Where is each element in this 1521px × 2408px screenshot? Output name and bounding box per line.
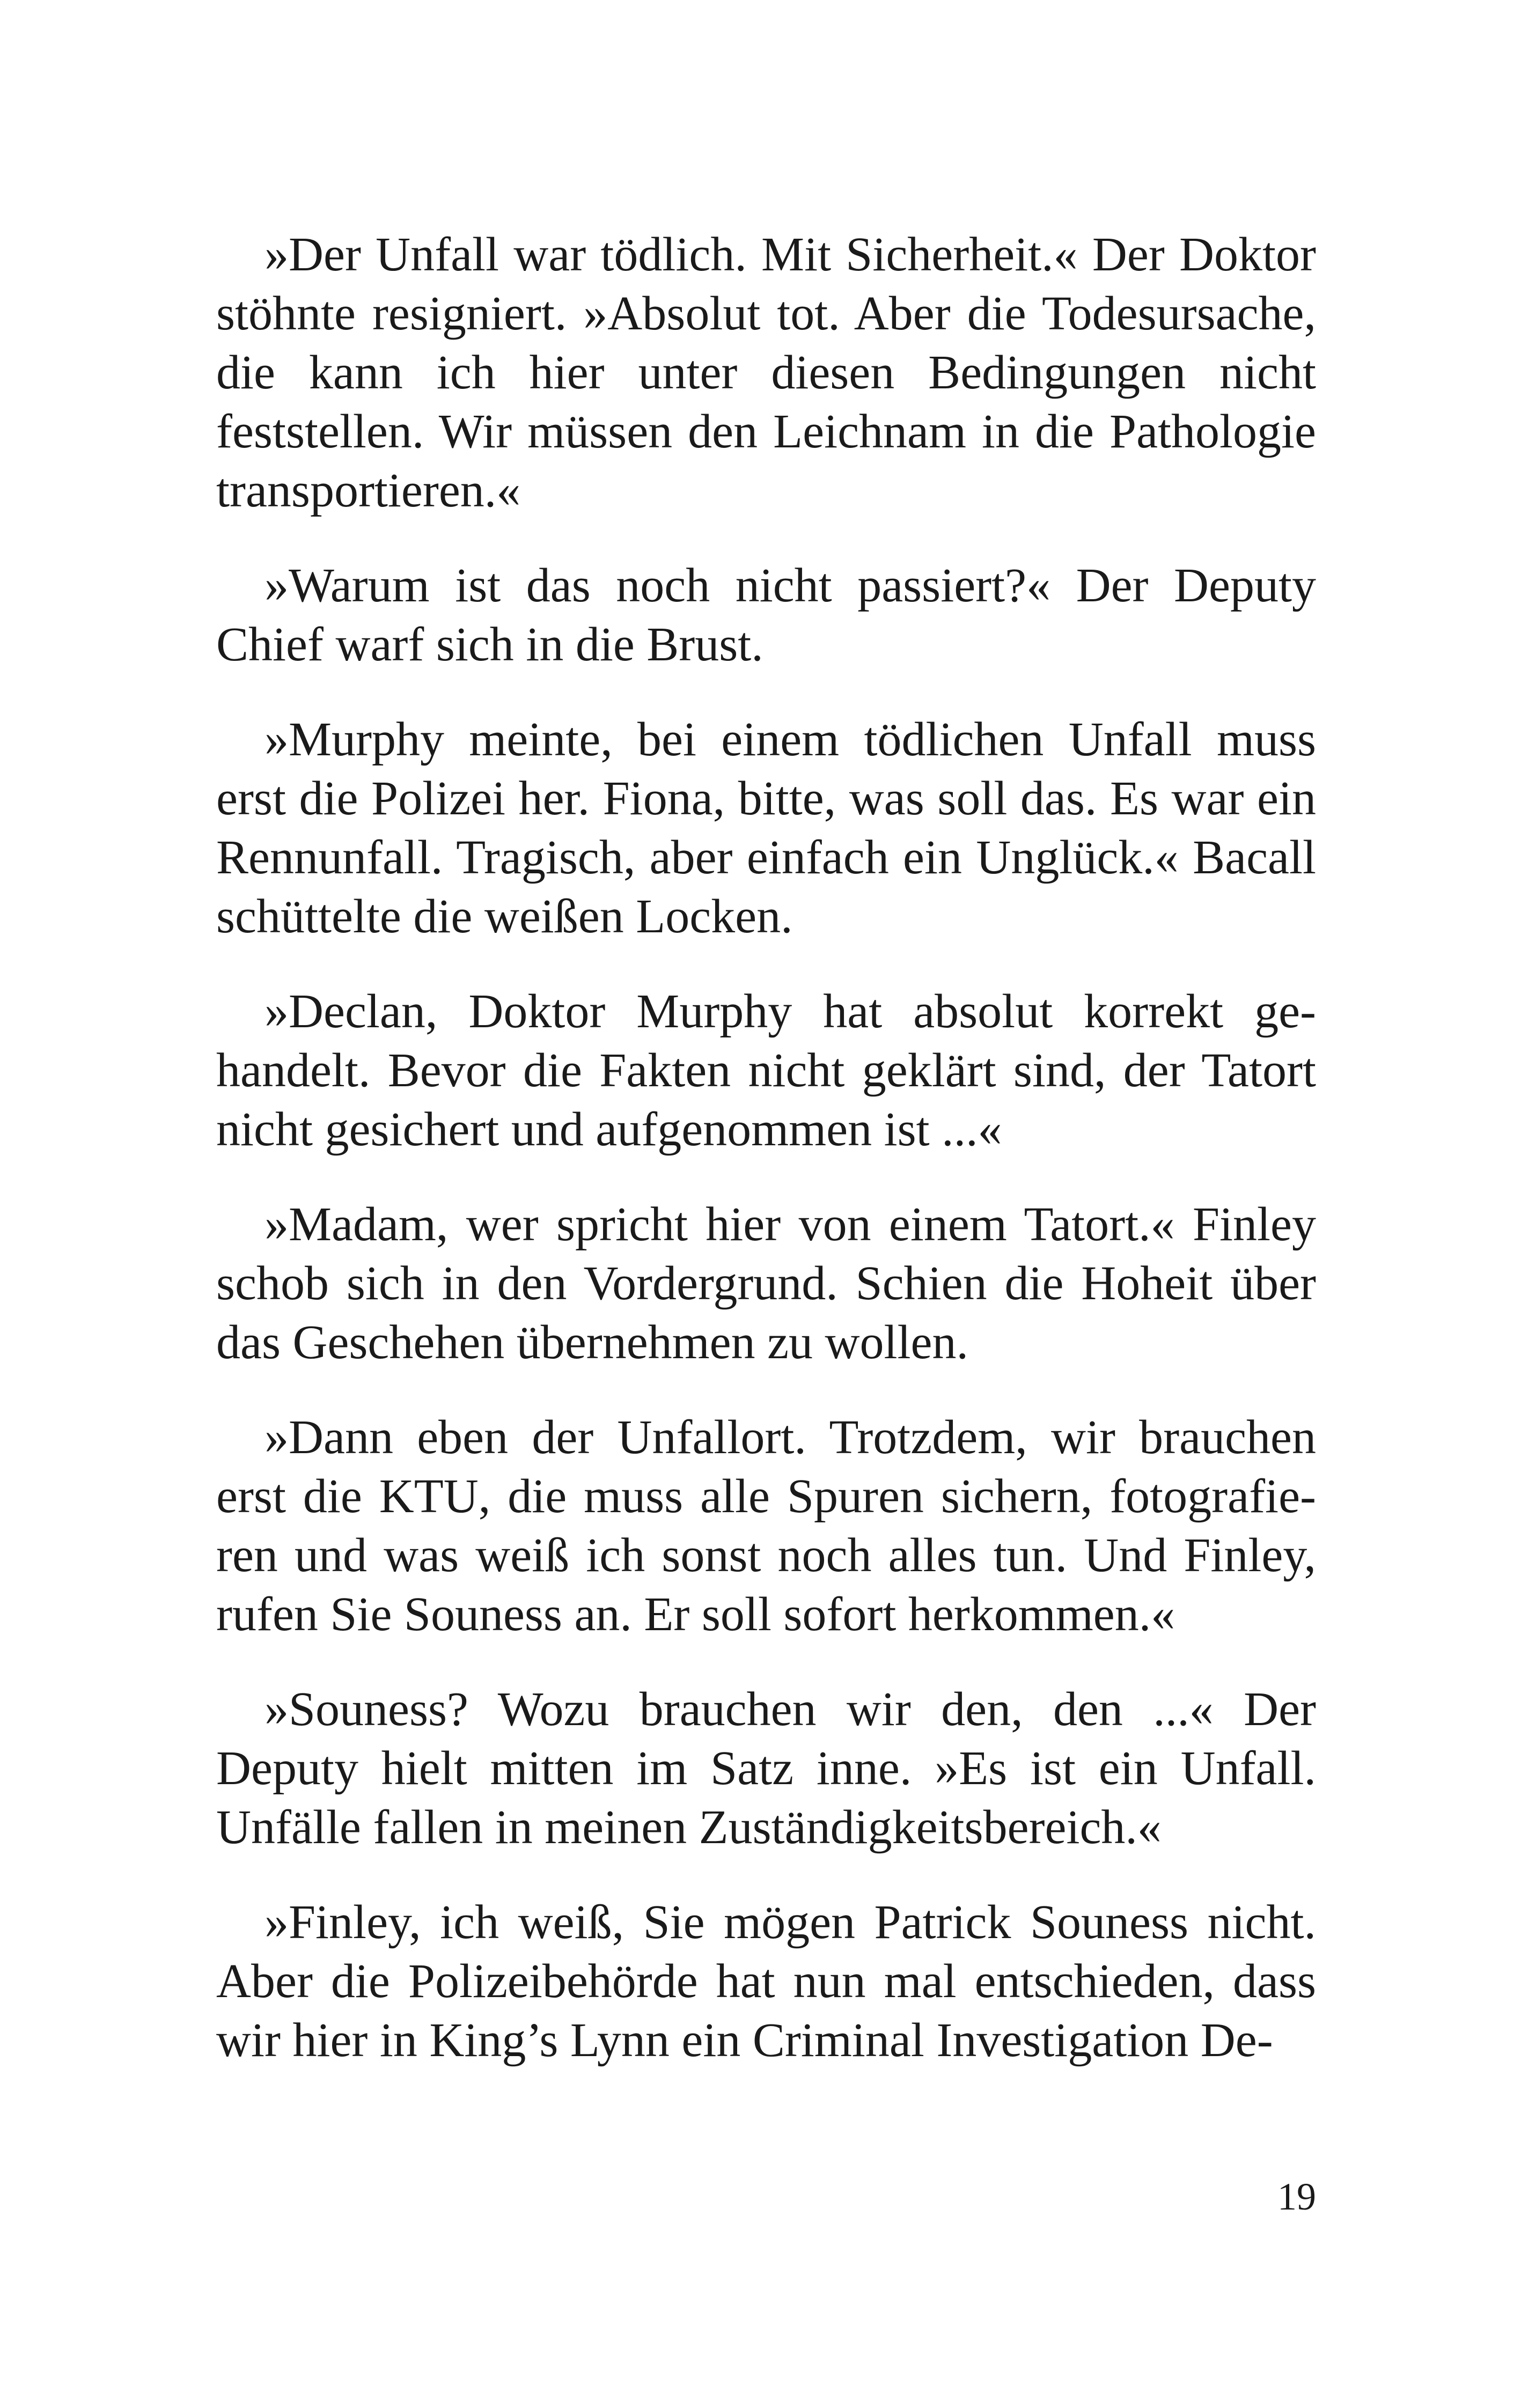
page-number: 19 — [1277, 2175, 1316, 2218]
body-text — [216, 225, 1316, 2070]
paragraph-6: »Dann eben der Unfallort. Trotzdem, wir brauchen erst die KTU, die muss alle Spuren sichern, fotografieren und was weiß ich sonst noch alles tun. Und Finley, rufen Sie Souness an. Er soll sofort herkommen.« — [216, 1411, 1316, 1641]
paragraph-3: »Murphy meinte, bei einem tödlichen Unfall muss erst die Polizei her. Fiona, bitte, was soll das. Es war ein Rennunfall. Tragisch, aber einfach ein Unglück.« Bacall schüttelte die weißen Locken. — [216, 713, 1316, 943]
paragraph-5: »Madam, wer spricht hier von einem Tatort.« Finley schob sich in den Vordergrund. Schien die Hoheit über das Geschehen übernehmen zu wollen. — [216, 1198, 1316, 1369]
paragraph-4: »Declan, Doktor Murphy hat absolut korrekt gehandelt. Bevor die Fakten nicht geklärt sind, der Tatort nicht gesichert und aufgenommen ist ...« — [216, 985, 1316, 1156]
paragraph-2: »Warum ist das noch nicht passiert?« Der Deputy Chief warf sich in die Brust. — [216, 559, 1316, 671]
paragraph-7: »Souness? Wozu brauchen wir den, den ...« Der Deputy hielt mitten im Satz inne. »Es ist ein Unfall. Unfälle fallen in meinen Zuständigkeitsbereich.« — [216, 1683, 1316, 1854]
paragraph-1: »Der Unfall war tödlich. Mit Sicherheit.« Der Doktor stöhnte resigniert. »Absolut tot. Aber die Todesursache, die kann ich hier unter diesen Bedingungen nicht feststellen. Wir müssen den Leichnam in die Pathologie transportieren.« — [216, 228, 1316, 517]
paragraph-8: »Finley, ich weiß, Sie mögen Patrick Souness nicht. Aber die Polizeibehörde hat nun mal entschieden, dass wir hier in King’s Lynn ein Criminal Investigation De- — [216, 1896, 1316, 2067]
